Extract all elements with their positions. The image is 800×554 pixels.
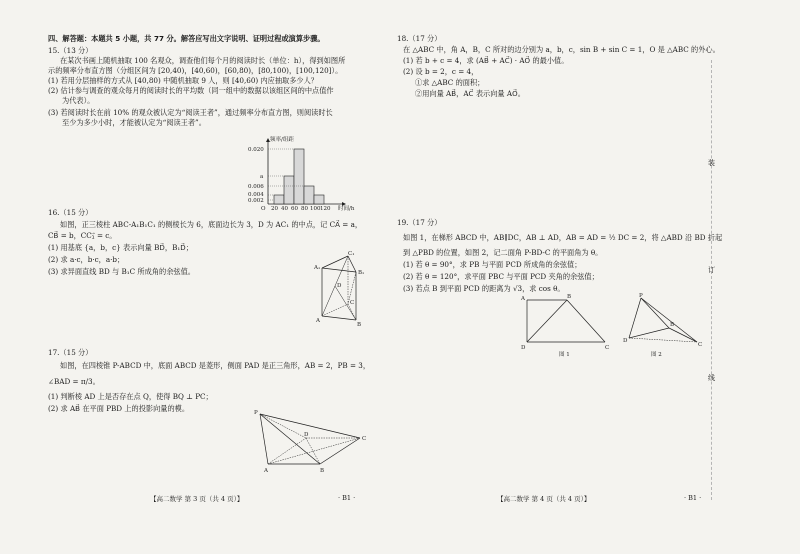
q15-line: (2) 估计参与调查的观众每月的阅读时长的平均数（同一组中的数据以该组区间的中点值作 bbox=[48, 86, 334, 95]
histogram-xtick: 60 bbox=[291, 206, 298, 212]
q16-line: (3) 求异面直线 BD 与 B₁C 所成角的余弦值。 bbox=[48, 267, 195, 276]
prism-label: B₁ bbox=[358, 270, 365, 276]
q15-line: 为代表）。 bbox=[62, 96, 95, 105]
q17-head: 17.（15 分） bbox=[48, 348, 93, 357]
q19-line: (3) 若点 B 到平面 PCD 的距离为 √3，求 cos θ。 bbox=[403, 284, 565, 293]
histogram-bar bbox=[314, 195, 324, 204]
histogram-ytick: 0.002 bbox=[248, 198, 264, 204]
fig2-caption: 图 2 bbox=[651, 352, 662, 358]
q18-line: (1) 若 b + c = 4，求 (AB⃗ + AC⃗) · AO⃗ 的最小值。 bbox=[403, 56, 569, 65]
fig1-label: A bbox=[521, 296, 525, 302]
pyramid-label: P bbox=[254, 410, 258, 416]
histogram-ytick: 0.020 bbox=[248, 147, 264, 153]
footer-right-code: · B1 · bbox=[684, 494, 702, 502]
pyramid-label: A bbox=[264, 468, 268, 474]
q15-line: 在某次书画上随机抽取 100 名观众，调查他们每个月的阅读时长（单位：h），得到如图所 bbox=[60, 56, 346, 65]
q16-line: (2) 求 a·c，b·c，a·b； bbox=[48, 255, 125, 264]
prism-label: C bbox=[350, 300, 355, 306]
q16-line: 如图，正三棱柱 ABC-A₁B₁C₁ 的侧棱长为 6，底面边长为 3，D 为 AC₁ 的中点，记 CA⃗ = a， bbox=[60, 220, 363, 229]
q15-head: 15.（13 分） bbox=[48, 46, 93, 55]
q18-line: ①求 △ABC 的面积； bbox=[415, 78, 485, 87]
q19-line: (1) 若 θ = 90°，求 PB 与平面 PCD 所成角的余弦值； bbox=[403, 260, 582, 269]
histogram-xtick: 100 bbox=[310, 206, 321, 212]
prism-label: A₁ bbox=[314, 265, 321, 271]
binding-mark: 装 bbox=[708, 159, 715, 167]
pyramid-label: C bbox=[362, 436, 367, 442]
q17-line: ∠BAD = π/3。 bbox=[48, 377, 100, 386]
histogram-xlabel: 时间/h bbox=[338, 206, 355, 212]
histogram-bar bbox=[274, 195, 284, 204]
fig2-label: P bbox=[639, 293, 643, 299]
histogram-bar bbox=[304, 186, 314, 204]
q15-line: 示的频率分布直方图（分组区间为 [20,40)，[40,60)，[60,80)，[80,100)，[100,120]）。 bbox=[48, 66, 343, 75]
q16-line: (1) 用基底 {a，b，c} 表示向量 BD⃗，B₁D⃗； bbox=[48, 243, 193, 252]
footer-left: 【高二数学 第 3 页（共 4 页）】 bbox=[150, 495, 244, 503]
footer-right: 【高二数学 第 4 页（共 4 页）】 bbox=[497, 495, 591, 503]
q17-line: (1) 判断棱 AD 上是否存在点 Q，使得 BQ ⊥ PC； bbox=[48, 392, 213, 401]
pyramid-figure bbox=[254, 408, 374, 476]
histogram-ytick: 0.004 bbox=[248, 192, 264, 198]
prism-label: A bbox=[316, 318, 320, 324]
q18-line: ②用向量 AB⃗，AC⃗ 表示向量 AO⃗。 bbox=[415, 89, 525, 98]
q18-head: 18.（17 分） bbox=[397, 34, 442, 43]
folded-figure-2 bbox=[625, 294, 705, 358]
prism-label: D bbox=[337, 283, 342, 289]
prism-label: C₁ bbox=[348, 251, 355, 257]
fig2-label: C bbox=[698, 342, 703, 348]
footer-left-code: · B1 · bbox=[338, 494, 356, 502]
frequency-histogram bbox=[244, 137, 355, 212]
q15-line: 至少为多少小时，才能被认定为“阅读王者”。 bbox=[62, 118, 206, 127]
pyramid-label: D bbox=[304, 432, 309, 438]
pyramid-label: B bbox=[320, 468, 325, 474]
fig1-label: D bbox=[521, 345, 526, 351]
q18-line: (2) 设 b = 2，c = 4， bbox=[403, 67, 479, 76]
q17-line: (2) 求 AB⃗ 在平面 PBD 上的投影向量的模。 bbox=[48, 404, 190, 413]
fig1-label: C bbox=[605, 345, 610, 351]
q16-head: 16.（15 分） bbox=[48, 208, 93, 217]
histogram-bar bbox=[284, 176, 294, 204]
q18-line: 在 △ABC 中，角 A，B，C 所对的边分别为 a，b，c，sin B + sin C = 1，O 是 △ABC 的外心。 bbox=[403, 45, 720, 54]
fig1-caption: 图 1 bbox=[559, 352, 570, 358]
prism-label: B bbox=[357, 322, 362, 328]
q19-line: 如图 1，在梯形 ABCD 中，AB∥DC，AB ⊥ AD，AB = AD = ½ DC = 2，将 △ABD 沿 BD 折起 bbox=[403, 233, 723, 242]
histogram-origin: O bbox=[261, 206, 266, 212]
histogram-ytick: a bbox=[260, 174, 264, 180]
section-title: 四、解答题：本题共 5 小题，共 77 分。解答应写出文字说明、证明过程或演算步骤。 bbox=[48, 34, 325, 43]
fig1-label: B bbox=[567, 294, 572, 300]
histogram-bar bbox=[294, 149, 304, 204]
histogram-xtick: 40 bbox=[281, 206, 288, 212]
q15-line: (3) 若阅读时长在前 10% 的观众被认定为“阅读王者”，通过频率分布直方图，则阅读时长 bbox=[48, 108, 333, 117]
histogram-xtick: 20 bbox=[271, 206, 278, 212]
q19-head: 19.（17 分） bbox=[397, 218, 442, 227]
histogram-xtick: 80 bbox=[301, 206, 308, 212]
q17-line: 如图，在四棱锥 P-ABCD 中，底面 ABCD 是菱形，侧面 PAD 是正三角形，AB = 2，PB = 3， bbox=[60, 361, 371, 370]
binding-line bbox=[711, 60, 712, 500]
q19-line: (2) 若 θ = 120°，求平面 PBC 与平面 PCD 夹角的余弦值； bbox=[403, 272, 599, 281]
histogram-ytick: 0.006 bbox=[248, 184, 264, 190]
histogram-xtick: 120 bbox=[320, 206, 331, 212]
fig2-label: D bbox=[623, 338, 628, 344]
fig2-label: B bbox=[670, 322, 675, 328]
histogram-ylabel: 频率/组距 bbox=[270, 137, 294, 143]
q19-line: 到 △PBD 的位置，如图 2，记二面角 P-BD-C 的平面角为 θ。 bbox=[403, 248, 603, 257]
binding-mark: 订 bbox=[708, 266, 715, 274]
q15-line: (1) 若用分层抽样的方式从 [40,80) 中随机抽取 9 人，则 [40,60) 内应抽取多少人？ bbox=[48, 76, 318, 85]
prism-figure bbox=[312, 251, 368, 328]
binding-mark: 线 bbox=[708, 374, 715, 382]
trapezoid-figure-1 bbox=[521, 294, 613, 358]
q16-line: CB⃗ = b，CC₁⃗ = c。 bbox=[48, 231, 117, 240]
